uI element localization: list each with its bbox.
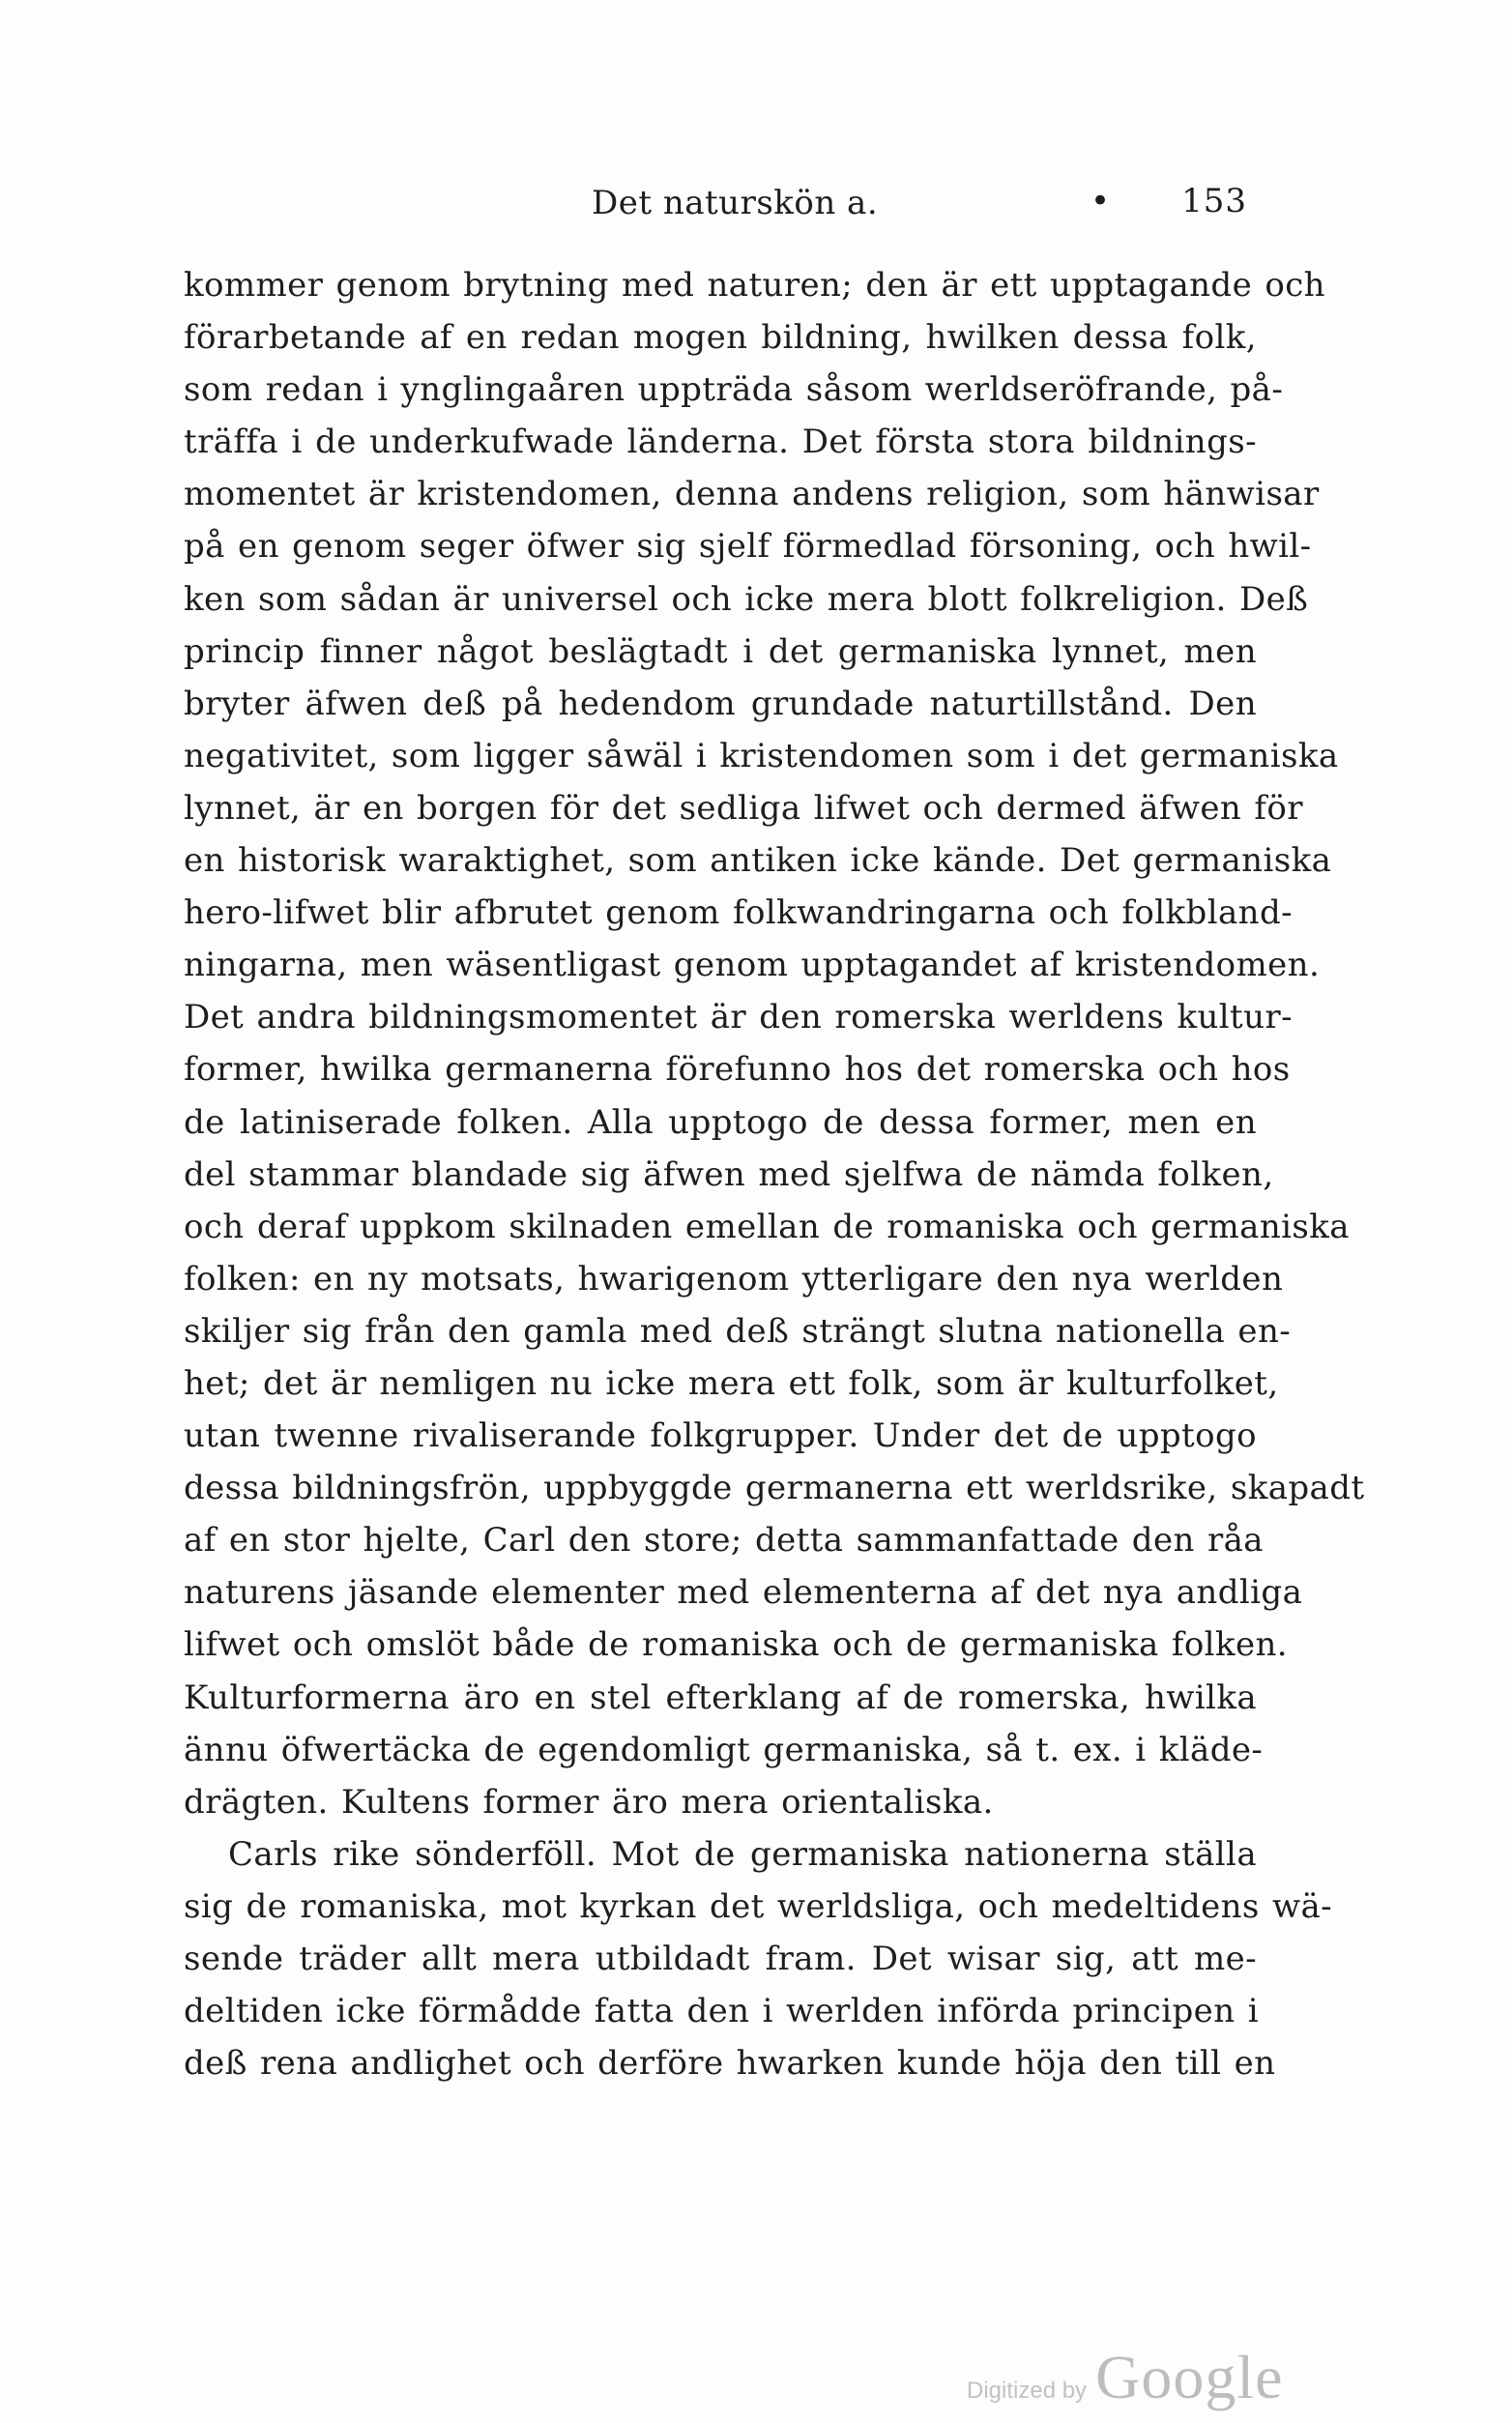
text-line: het; det är nemligen nu icke mera ett folk, som är kulturfolket,: [184, 1363, 1279, 1403]
text-line: Det andra bildningsmomentet är den romerska werldens kultur-: [184, 998, 1293, 1037]
text-line: och deraf uppkom skilnaden emellan de romaniska och germaniska: [184, 1207, 1350, 1246]
text-line: deltiden icke förmådde fatta den i werlden införda principen i: [184, 1992, 1259, 2031]
text-line: kommer genom brytning med naturen; den är ett upptagande och: [184, 266, 1325, 305]
body-text: [184, 259, 1365, 2089]
google-logo: Google: [1095, 2343, 1284, 2411]
text-line: former, hwilka germanerna förefunno hos det romerska och hos: [184, 1050, 1291, 1090]
text-line: träffa i de underkufwade länderna. Det första stora bildnings-: [184, 423, 1257, 462]
text-line: del stammar blandade sig äfwen med sjelfwa de nämda folken,: [184, 1154, 1274, 1194]
text-line: folken: en ny motsats, hwarigenom ytterligare den nya werlden: [184, 1259, 1284, 1299]
text-line: på en genom seger öfwer sig sjelf förmedlad försoning, och hwil-: [184, 527, 1312, 567]
text-line: skiljer sig från den gamla med deß strängt slutna nationella en-: [184, 1311, 1292, 1351]
text-line: momentet är kristendomen, denna andens religion, som hänwisar: [184, 475, 1320, 514]
text-line: förarbetande af en redan mogen bildning, hwilken dessa folk,: [184, 318, 1257, 358]
text-line: naturens jäsande elementer med elementerna af det nya andliga: [184, 1573, 1303, 1613]
text-line: sende träder allt mera utbildadt fram. Det wisar sig, att me-: [184, 1940, 1257, 1978]
text-line: princip finner något beslägtadt i det germaniska lynnet, men: [184, 631, 1257, 671]
text-line: Carls rike sönderföll. Mot de germaniska nationerna ställa: [228, 1834, 1257, 1874]
text-line: hero-lifwet blir afbrutet genom folkwandringarna och folkbland-: [184, 893, 1294, 933]
digitized-label: Digitized by: [967, 2378, 1088, 2404]
page-number: 153: [1181, 182, 1247, 220]
text-line: deß rena andlighet och derföre hwarken kunde höja den till en: [184, 2044, 1276, 2084]
text-line: utan twenne rivaliserande folkgrupper. Under det de upptogo: [184, 1416, 1257, 1456]
text-line: drägten. Kultens former äro mera orientaliska.: [184, 1782, 994, 1822]
text-line: en historisk waraktighet, som antiken icke kände. Det germaniska: [184, 841, 1332, 881]
text-line: Kulturformerna äro en stel efterklang af de romerska, hwilka: [184, 1678, 1257, 1717]
paragraph: [184, 259, 1365, 1828]
text-line: ännu öfwertäcka de egendomligt germaniska, så t. ex. i kläde-: [184, 1730, 1264, 1769]
header-dot: •: [1090, 182, 1111, 220]
running-title: Det naturskön a.: [592, 184, 879, 222]
text-line: de latiniserade folken. Alla upptogo de dessa former, men en: [184, 1102, 1257, 1142]
text-line: negativitet, som ligger såwäl i kristendomen som i det germaniska: [184, 736, 1339, 775]
text-line: lifwet och omslöt både de romaniska och de germaniska folken.: [184, 1625, 1288, 1665]
text-line: ken som sådan är universel och icke mera blott folkreligion. Deß: [184, 579, 1309, 619]
text-line: lynnet, är en borgen för det sedliga lifwet och dermed äfwen för: [184, 788, 1303, 828]
text-line: sig de romaniska, mot kyrkan det werldsliga, och medeltidens wä-: [184, 1886, 1333, 1926]
text-line: bryter äfwen deß på hedendom grundade naturtillstånd. Den: [184, 684, 1257, 723]
paragraph: [184, 1828, 1333, 2089]
text-line: af en stor hjelte, Carl den store; detta sammanfattade den råa: [184, 1521, 1264, 1561]
text-line: ningarna, men wäsentligast genom upptagandet af kristendomen.: [184, 946, 1321, 985]
text-line: dessa bildningsfrön, uppbyggde germanerna ett werldsrike, skapadt: [184, 1469, 1365, 1508]
text-line: som redan i ynglingaåren uppträda såsom werldseröfrande, på-: [184, 370, 1284, 410]
digitized-by-google-watermark: [967, 2342, 1284, 2419]
running-head: [184, 182, 1247, 230]
